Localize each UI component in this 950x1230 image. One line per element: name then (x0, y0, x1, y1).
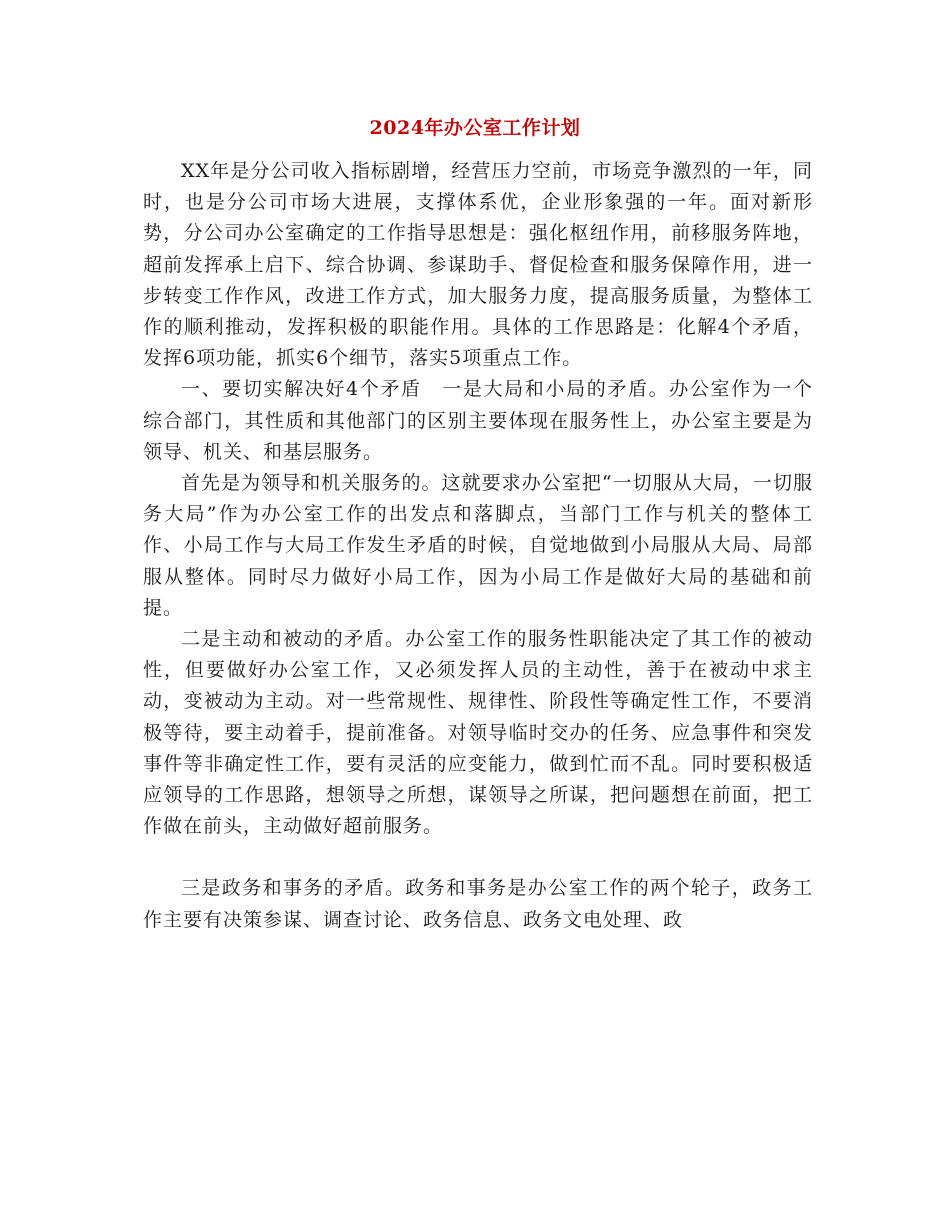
document-title: 2024年办公室工作计划 (369, 117, 581, 139)
paragraph-active-passive: 二是主动和被动的矛盾。办公室工作的服务性职能决定了其工作的被动性，但要做好办公室工作，又必须发挥人员的主动性，善于在被动中求主动，变被动为主动。对一些常规性、规律性、阶段性等确定性工作，不要消极等待，要主动着手，提前准备。对领导临时交办的任务、应急事件和突发事件等非确定性工作，要有灵活的应变能力，做到忙而不乱。同时要积极适应领导的工作思路，想领导之所想，谋领导之所谋，把问题想在前面，把工作做在前头，主动做好超前服务。 (143, 628, 813, 838)
paragraph-government-affairs: 三是政务和事务的矛盾。政务和事务是办公室工作的两个轮子，政务工作主要有决策参谋、调查讨论、政务信息、政务文电处理、政 (143, 877, 813, 931)
document-body (143, 156, 813, 936)
paragraph-section-one: 一、要切实解决好4个矛盾 一是大局和小局的矛盾。办公室作为一个综合部门，其性质和其他部门的区别主要体现在服务性上，办公室主要是为领导、机关、和基层服务。 (143, 378, 813, 463)
paragraph-intro: XX年是分公司收入指标剧增，经营压力空前，市场竞争激烈的一年，同时，也是分公司市场大进展，支撑体系优，企业形象强的一年。面对新形势，分公司办公室确定的工作指导思想是：强化枢纽作用，前移服务阵地，超前发挥承上启下、综合协调、参谋助手、督促检查和服务保障作用，进一步转变工作作风，改进工作方式，加大服务力度，提高服务质量，为整体工作的顺利推动，发挥积极的职能作用。具体的工作思路是：化解4个矛盾，发挥6项功能，抓实6个细节，落实5项重点工作。 (143, 160, 813, 370)
paragraph-serve-leaders: 首先是为领导和机关服务的。这就要求办公室把“一切服从大局，一切服务大局”作为办公室工作的出发点和落脚点，当部门工作与机关的整体工作、小局工作与大局工作发生矛盾的时候，自觉地做到小局服从大局、局部服从整体。同时尽力做好小局工作，因为小局工作是做好大局的基础和前提。 (143, 472, 813, 619)
